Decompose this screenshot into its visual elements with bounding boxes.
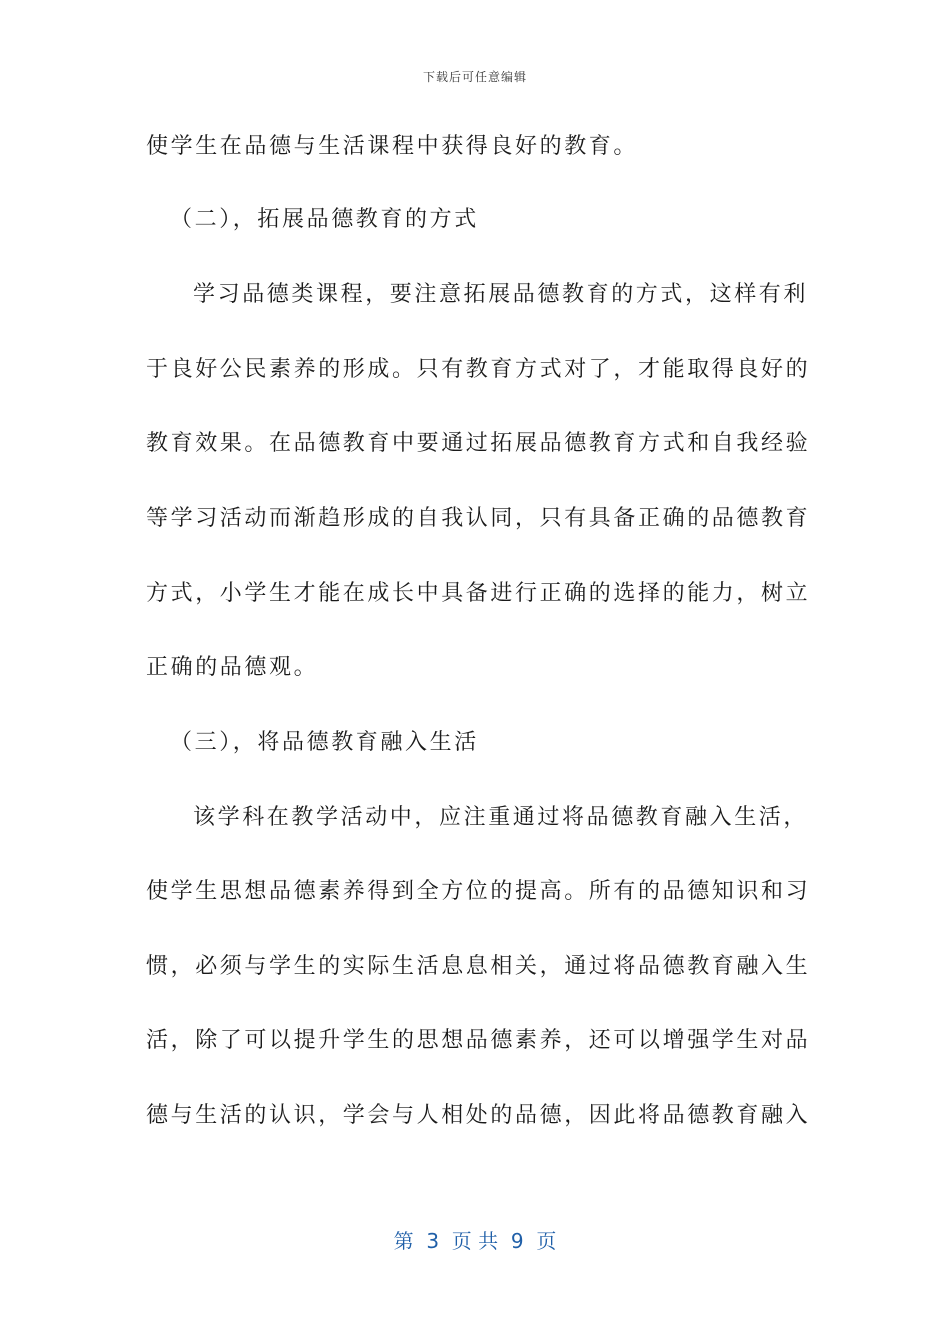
page-number-footer: 第 3 页 共 9 页 [393, 1229, 557, 1253]
body-line-11: 使学生思想品德素养得到全方位的提高。所有的品德知识和习 [146, 879, 811, 904]
section-heading-2: （二），拓展品德教育的方式 [170, 207, 479, 232]
body-line-12: 惯，必须与学生的实际生活息息相关，通过将品德教育融入生 [146, 954, 811, 979]
body-line-3: 学习品德类课程，要注意拓展品德教育的方式，这样有利 [193, 282, 809, 307]
body-line-1: 使学生在品德与生活课程中获得良好的教育。 [146, 134, 639, 159]
body-line-14: 德与生活的认识，学会与人相处的品德，因此将品德教育融入 [146, 1103, 811, 1128]
body-line-7: 方式，小学生才能在成长中具备进行正确的选择的能力，树立 [146, 581, 811, 606]
body-line-5: 教育效果。在品德教育中要通过拓展品德教育方式和自我经验 [146, 431, 811, 456]
body-line-8: 正确的品德观。 [146, 655, 319, 680]
body-line-4: 于良好公民素养的形成。只有教育方式对了，才能取得良好的 [146, 357, 811, 382]
section-heading-3: （三），将品德教育融入生活 [170, 730, 479, 755]
page-header-note: 下载后可任意编辑 [422, 70, 527, 84]
body-line-10: 该学科在教学活动中，应注重通过将品德教育融入生活， [193, 805, 809, 830]
body-line-6: 等学习活动而渐趋形成的自我认同，只有具备正确的品德教育 [146, 506, 811, 531]
body-line-13: 活，除了可以提升学生的思想品德素养，还可以增强学生对品 [146, 1028, 811, 1053]
